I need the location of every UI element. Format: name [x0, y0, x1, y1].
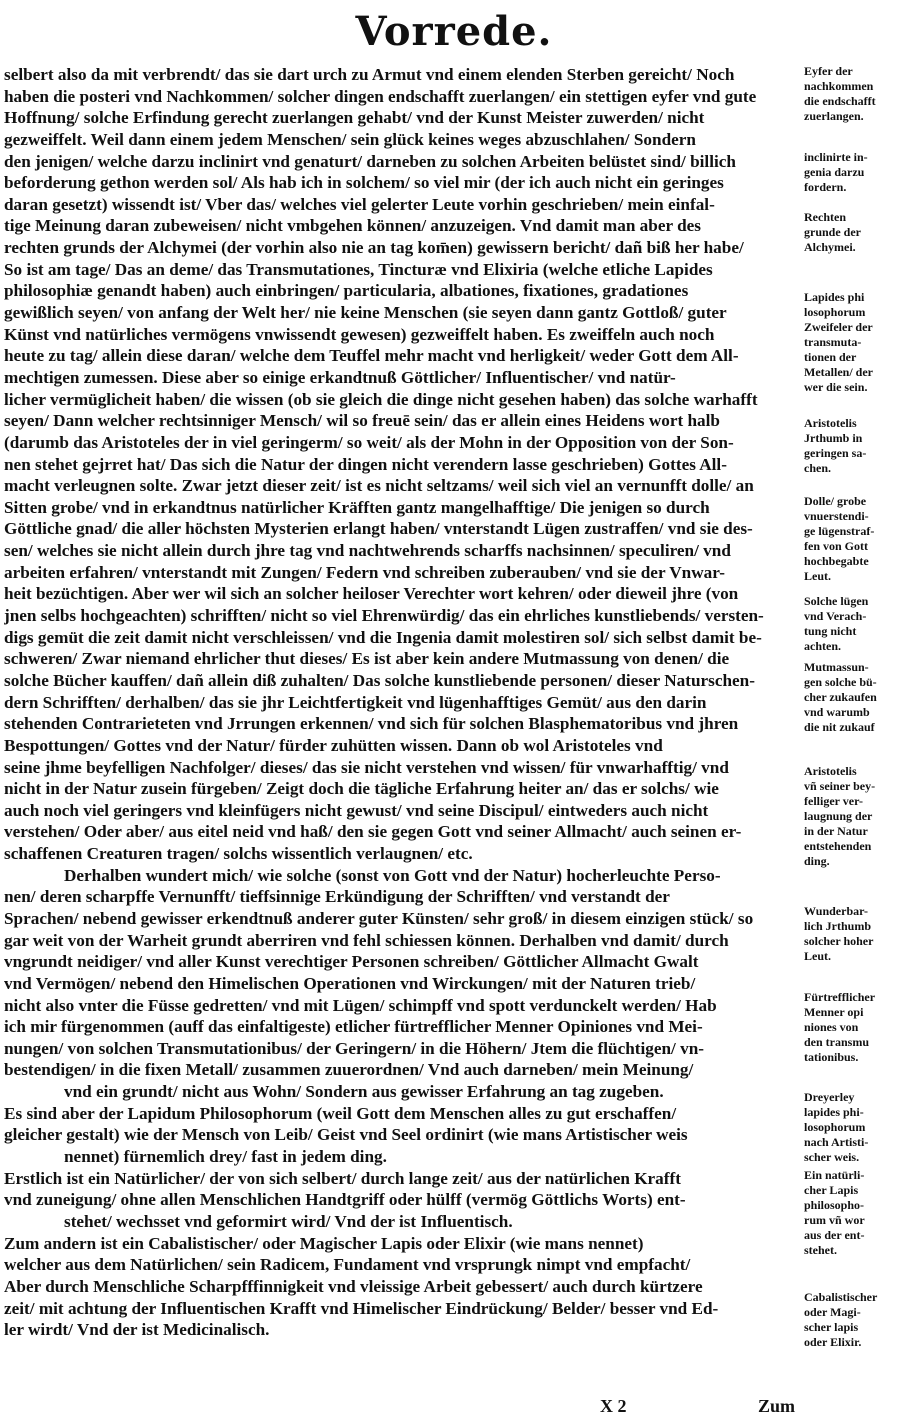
- running-head-title: Vorrede.: [355, 8, 553, 55]
- margin-note: [804, 1168, 904, 1258]
- margin-note: [804, 1090, 904, 1165]
- margin-note: [804, 660, 904, 735]
- margin-note-line: ding.: [804, 854, 830, 868]
- margin-note-line: oder Elixir.: [804, 1335, 862, 1349]
- margin-note-line: felliger ver-: [804, 794, 863, 808]
- text-line: Bespottungen/ Gottes vnd der Natur/ fürder zuhütten wissen. Dann ob wol Aristoteles vnd: [4, 735, 663, 755]
- text-line: Es sind aber der Lapidum Philosophorum (weil Gott dem Menschen alles zu gut erschaffen/: [4, 1103, 677, 1123]
- margin-note-line: oder Magi-: [804, 1305, 861, 1319]
- margin-note-line: Metallen/ der: [804, 365, 873, 379]
- margin-note: [804, 904, 904, 964]
- margin-note-line: philosopho-: [804, 1198, 865, 1212]
- text-line: beforderung gethon werden sol/ Als hab ich in solchem/ so viel mir (der ich auch nicht ein geringes: [4, 173, 724, 193]
- text-line: Künst vnd natürliches vermögens vnwissendt gewesen) gezweiffelt haben. Es zweiffeln auch noch: [4, 324, 715, 344]
- margin-note: [804, 150, 904, 195]
- text-line: gar weit von der Warheit grundt aberriren vnd fehl schiessen können. Derhalben vnd damit/ durch: [4, 930, 729, 950]
- text-line: bestendigen/ in die fixen Metall/ zusammen zuuerordnen/ Vnd auch darneben/ mein Meinung/: [4, 1060, 694, 1080]
- margin-note-line: Fürtrefflicher: [804, 990, 876, 1004]
- margin-note-line: scher weis.: [804, 1150, 860, 1164]
- margin-note-line: scher lapis: [804, 1320, 859, 1334]
- margin-note-line: fen von Gott: [804, 539, 868, 553]
- margin-note-line: Mutmassun-: [804, 660, 869, 674]
- margin-note-line: Menner opi: [804, 1005, 864, 1019]
- margin-note-line: grunde der: [804, 225, 861, 239]
- margin-note-line: losophorum: [804, 1120, 866, 1134]
- margin-note-line: losophorum: [804, 305, 866, 319]
- text-line: gleicher gestalt) wie der Mensch von Leib/ Geist vnd Seel ordinirt (wie mans Artistischer weis: [4, 1125, 688, 1145]
- margin-note-line: Leut.: [804, 569, 831, 583]
- margin-note-line: die nit zukauf: [804, 720, 875, 734]
- margin-note-line: lapides phi-: [804, 1105, 864, 1119]
- text-line: stehenden Contrarieteten vnd Jrrungen erkennen/ vnd sich für solchen Blasphematoribus vnd jhren: [4, 714, 739, 734]
- margin-note-line: Lapides phi: [804, 290, 865, 304]
- margin-note-line: solcher hoher: [804, 934, 874, 948]
- text-line: den jenigen/ welche darzu inclinirt vnd genaturt/ darneben zu solchen Arbeiten belüstet sind/ billich: [4, 151, 736, 171]
- text-line: verstehen/ Oder aber/ aus eitel neid vnd haß/ den sie gegen Gott vnd seiner Allmacht/ auch seinen er-: [4, 822, 742, 842]
- text-line: Erstlich ist ein Natürlicher/ der von sich selbert/ durch lange zeit/ aus der natürlichen Krafft: [4, 1168, 681, 1188]
- text-line: Zum andern ist ein Cabalistischer/ oder Magischer Lapis oder Elixir (wie mans nennet): [4, 1233, 644, 1253]
- margin-note-line: achten.: [804, 639, 841, 653]
- text-line: schweren/ Zwar niemand ehrlicher thut dieses/ Es ist aber kein andere Mutmassung von denen/ die: [4, 649, 730, 669]
- margin-note-line: Aristotelis: [804, 416, 857, 430]
- text-line: jnen selbs hochgeachten) schrifften/ nicht so viel Ehrenwürdig/ das ein ehrliches kunstliebends/ versten-: [4, 606, 764, 626]
- margin-note-line: wer die sein.: [804, 380, 868, 394]
- margin-note-line: vnd warumb: [804, 705, 870, 719]
- text-line: haben die posteri vnd Nachkommen/ solcher dingen endschafft zuerlangen/ ein stettigen eyfer vnd gute: [4, 86, 757, 106]
- margin-note: [804, 416, 904, 476]
- margin-note-line: Cabalistischer: [804, 1290, 878, 1304]
- margin-note-line: rum vñ wor: [804, 1213, 865, 1227]
- text-line: nicht also vnter die Füsse gedretten/ vnd mit Lügen/ schimpff vnd spott verdunckelt werden/ Hab: [4, 995, 717, 1015]
- text-line: arbeiten erfahren/ vnterstandt mit Zungen/ Federn vnd schreiben zuberauben/ vnd sie der Vnwar-: [4, 562, 725, 582]
- margin-note-line: die endschafft: [804, 94, 876, 108]
- margin-note-line: lich Jrthumb: [804, 919, 872, 933]
- text-line: mechtigen zumessen. Diese aber so einige erkandtnuß Göttlicher/ Influentischer/ vnd natür-: [4, 367, 676, 387]
- text-line: philosophiæ genandt haben) auch einbringen/ particularia, albationes, fixationes, gradationes: [4, 281, 689, 301]
- text-line: heit bezüchtigen. Aber wer wil sich an solcher heiloser Verechter wort kehren/ oder dieweil jhre (von: [4, 584, 739, 604]
- text-line: auch noch viel geringers vnd kleinfügers nicht gewust/ vnd seine Discipul/ eintweders auch nicht: [4, 800, 709, 820]
- margin-note: [804, 290, 904, 395]
- text-line: welcher aus dem Natürlichen/ sein Radicem, Fundament vnd vrsprungk nimpt vnd empfacht/: [4, 1255, 691, 1275]
- margin-note-line: vnd Verach-: [804, 609, 867, 623]
- text-line: ich mir fürgenommen (auff das einfaltigeste) etlicher fürtrefflicher Menner Opiniones vnd Mei-: [4, 1017, 703, 1037]
- text-line: vnd Vermögen/ nebend den Himelischen Operationen vnd Wirckungen/ mit der Naturen trieb/: [4, 973, 696, 993]
- text-line: heute zu tag/ allein diese daran/ welche dem Teuffel mehr macht vnd herligkeit/ weder Gott dem All-: [4, 346, 739, 366]
- margin-note-line: Wunderbar-: [804, 904, 869, 918]
- margin-note-line: Zweifeler der: [804, 320, 873, 334]
- margin-note-line: tung nicht: [804, 624, 857, 638]
- body-text-block: [4, 64, 798, 1341]
- margin-note-line: transmuta-: [804, 335, 862, 349]
- margin-note-line: tionen der: [804, 350, 857, 364]
- page-footer: [0, 1396, 908, 1422]
- text-line: digs gemüt die zeit damit nicht verschleissen/ vnd die Ingenia damit molestiren sol/ sich selbst damit be-: [4, 627, 762, 647]
- margin-note-line: niones von: [804, 1020, 859, 1034]
- margin-note-line: cher zukaufen: [804, 690, 877, 704]
- text-line: (darumb das Aristoteles der in viel geringerm/ so weit/ als der Mohn in der Opposition von der Son-: [4, 432, 734, 452]
- text-line: sen/ welches sie nicht allein durch jhre tag vnd nachtwehrends scharffs nachsinnen/ speculiren/ vnd: [4, 541, 731, 561]
- text-line: Aber durch Menschliche Scharpfffinnigkeit vnd vleissige Arbeit gebessert/ auch durch kürtzere: [4, 1276, 703, 1296]
- margin-note-line: Solche lügen: [804, 594, 869, 608]
- text-line: macht verleugnen solte. Zwar jetzt dieser zeit/ ist es nicht seltzams/ weil sich viel an vernunfft dolle/ an: [4, 476, 754, 496]
- text-line: seine jhme beyfelligen Nachfolger/ dieses/ das sie nicht verstehen vnd wissen/ für vnwarhafftig/ vnd: [4, 757, 729, 777]
- text-line: Derhalben wundert mich/ wie solche (sonst von Gott vnd der Natur) hocherleuchte Perso-: [64, 865, 721, 885]
- margin-note-line: chen.: [804, 461, 831, 475]
- text-line: Hoffnung/ solche Erfindung gerecht zuerlangen gehabt/ vnd der Kunst Meister zuwerden/ nicht: [4, 108, 705, 128]
- margin-note-line: genia darzu: [804, 165, 865, 179]
- text-line: nen stehet gejrret hat/ Das sich die Natur der dingen nicht verendern lasse geschrieben) Gottes All-: [4, 454, 727, 474]
- margin-note-line: geringen sa-: [804, 446, 867, 460]
- margin-note: [804, 1290, 904, 1350]
- margin-note-line: den transmu: [804, 1035, 870, 1049]
- text-line: vngrundt neidiger/ vnd aller Kunst verechtiger Personen schreiben/ Göttlicher Allmacht Gwalt: [4, 952, 699, 972]
- margin-note: [804, 594, 904, 654]
- margin-note-line: gen solche bü-: [804, 675, 877, 689]
- text-line: tige Meinung daran zubeweisen/ nicht vmbgehen können/ anzuzeigen. Vnd damit man aber des: [4, 216, 701, 236]
- text-line: rechten grunds der Alchymei (der vorhin also nie an tag kom̄en) gewissern bericht/ dañ biß her habe/: [4, 238, 744, 258]
- text-line: dern Schrifften/ derhalben/ das sie jhr Leichtfertigkeit vnd lügenhafftiges Gemüt/ aus den darin: [4, 692, 707, 712]
- margin-note: [804, 494, 904, 584]
- margin-note-line: tationibus.: [804, 1050, 859, 1064]
- text-line: nungen/ von solchen Transmutationibus/ der Geringern/ in die Höhern/ Jtem die flüchtigen/ vn-: [4, 1038, 704, 1058]
- margin-note-line: Rechten: [804, 210, 846, 224]
- margin-note: [804, 64, 904, 124]
- text-line: stehet/ wechsset vnd geformirt wird/ Vnd der ist Influentisch.: [64, 1211, 513, 1231]
- margin-note-line: nachkommen: [804, 79, 874, 93]
- margin-note: [804, 990, 904, 1065]
- margin-note-line: in der Natur: [804, 824, 868, 838]
- text-line: selbert also da mit verbrendt/ das sie dart urch zu Armut vnd einem elenden Sterben gereicht/ Noch: [4, 65, 735, 84]
- catchword: Zum: [758, 1396, 796, 1416]
- margin-note-line: Jrthumb in: [804, 431, 863, 445]
- text-line: solche Bücher kauffen/ dañ allein diß zuhalten/ Das solche kunstliebende personen/ dieser Naturschen-: [4, 670, 755, 690]
- text-line: daran gesetzt) wissendt ist/ Vber das/ welches viel gelerter Leute vorhin geschrieben/ mein einfal-: [4, 194, 715, 214]
- margin-note-line: zuerlangen.: [804, 109, 864, 123]
- text-line: vnd ein grundt/ nicht aus Wohn/ Sondern aus gewisser Erfahrung an tag zugeben.: [64, 1082, 664, 1102]
- margin-note: [804, 764, 904, 869]
- margin-note-line: inclinirte in-: [804, 150, 868, 164]
- margin-note-line: vñ seiner bey-: [804, 779, 876, 793]
- margin-note-line: Alchymei.: [804, 240, 856, 254]
- margin-note-line: Dreyerley: [804, 1090, 855, 1104]
- text-line: licher vermüglicheit haben/ die wissen (ob sie gleich die dinge nicht gesehen haben) das solche warhafft: [4, 389, 758, 409]
- text-line: nennet) fürnemlich drey/ fast in jedem ding.: [64, 1147, 387, 1167]
- text-line: nicht in der Natur zusein fürgeben/ Zeigt doch die tägliche Erfahrung heiter an/ das er solchs/ wie: [4, 779, 719, 799]
- margin-note: [804, 210, 904, 255]
- margin-note-line: laugnung der: [804, 809, 873, 823]
- margin-note-line: Ein natürli-: [804, 1168, 865, 1182]
- margin-note-line: stehet.: [804, 1243, 837, 1257]
- text-line: ler wirdt/ Vnd der ist Medicinalisch.: [4, 1320, 270, 1340]
- signature-mark: X 2: [600, 1396, 627, 1416]
- text-line: vnd zuneigung/ ohne allen Menschlichen Handtgriff oder hülff (vermög Göttlichs Worts) ent-: [4, 1190, 686, 1210]
- margin-note-line: ge lügenstraf-: [804, 524, 875, 538]
- text-line: So ist am tage/ Das an deme/ das Transmutationes, Tincturæ vnd Elixiria (welche etliche Lapides: [4, 259, 713, 279]
- margin-note-line: Dolle/ grobe: [804, 494, 867, 508]
- margin-note-line: hochbegabte: [804, 554, 869, 568]
- text-line: gewißlich seyen/ von anfang der Welt her/ nie keine Menschen (sie seyen dann gantz Gottloß/ guter: [4, 303, 727, 323]
- margin-note-line: aus der ent-: [804, 1228, 865, 1242]
- margin-note-line: Aristotelis: [804, 764, 857, 778]
- margin-note-line: entstehenden: [804, 839, 872, 853]
- margin-note-line: Leut.: [804, 949, 831, 963]
- text-line: zeit/ mit achtung der Influentischen Krafft vnd Himelischer Eindrückung/ Belder/ besser vnd Ed-: [4, 1298, 719, 1318]
- margin-note-line: fordern.: [804, 180, 847, 194]
- margin-note-line: vnuerstendi-: [804, 509, 869, 523]
- margin-note-line: cher Lapis: [804, 1183, 859, 1197]
- text-line: Göttliche gnad/ die aller höchsten Mysterien erlangt haben/ vnterstandt Lügen zustraffen/ vnd sie des-: [4, 519, 753, 539]
- margin-note-line: Eyfer der: [804, 64, 853, 78]
- text-line: seyen/ Dann welcher rechtsinniger Mensch/ wil so freuē sein/ das er allein eines Heidens wort halb: [4, 411, 720, 431]
- text-line: Sprachen/ nebend gewisser erkendtnuß anderer guter Künsten/ sehr groß/ in diesem einzigen stück/ so: [4, 908, 754, 928]
- text-line: schaffenen Creaturen tragen/ solchs wissentlich verlaugnen/ etc.: [4, 844, 473, 864]
- text-line: gezweiffelt. Weil dann einem jedem Menschen/ sein glück keines weges abzuschlahen/ Sondern: [4, 129, 696, 149]
- text-line: nen/ deren scharpffe Vernunfft/ tieffsinnige Erkündigung der Schrifften/ vnd verstandt der: [4, 887, 670, 907]
- margin-note-line: nach Artisti-: [804, 1135, 869, 1149]
- text-line: Sitten grobe/ vnd in erkandtnus natürlicher Kräfften gantz mangelhafftige/ Die jenigen so durch: [4, 497, 710, 517]
